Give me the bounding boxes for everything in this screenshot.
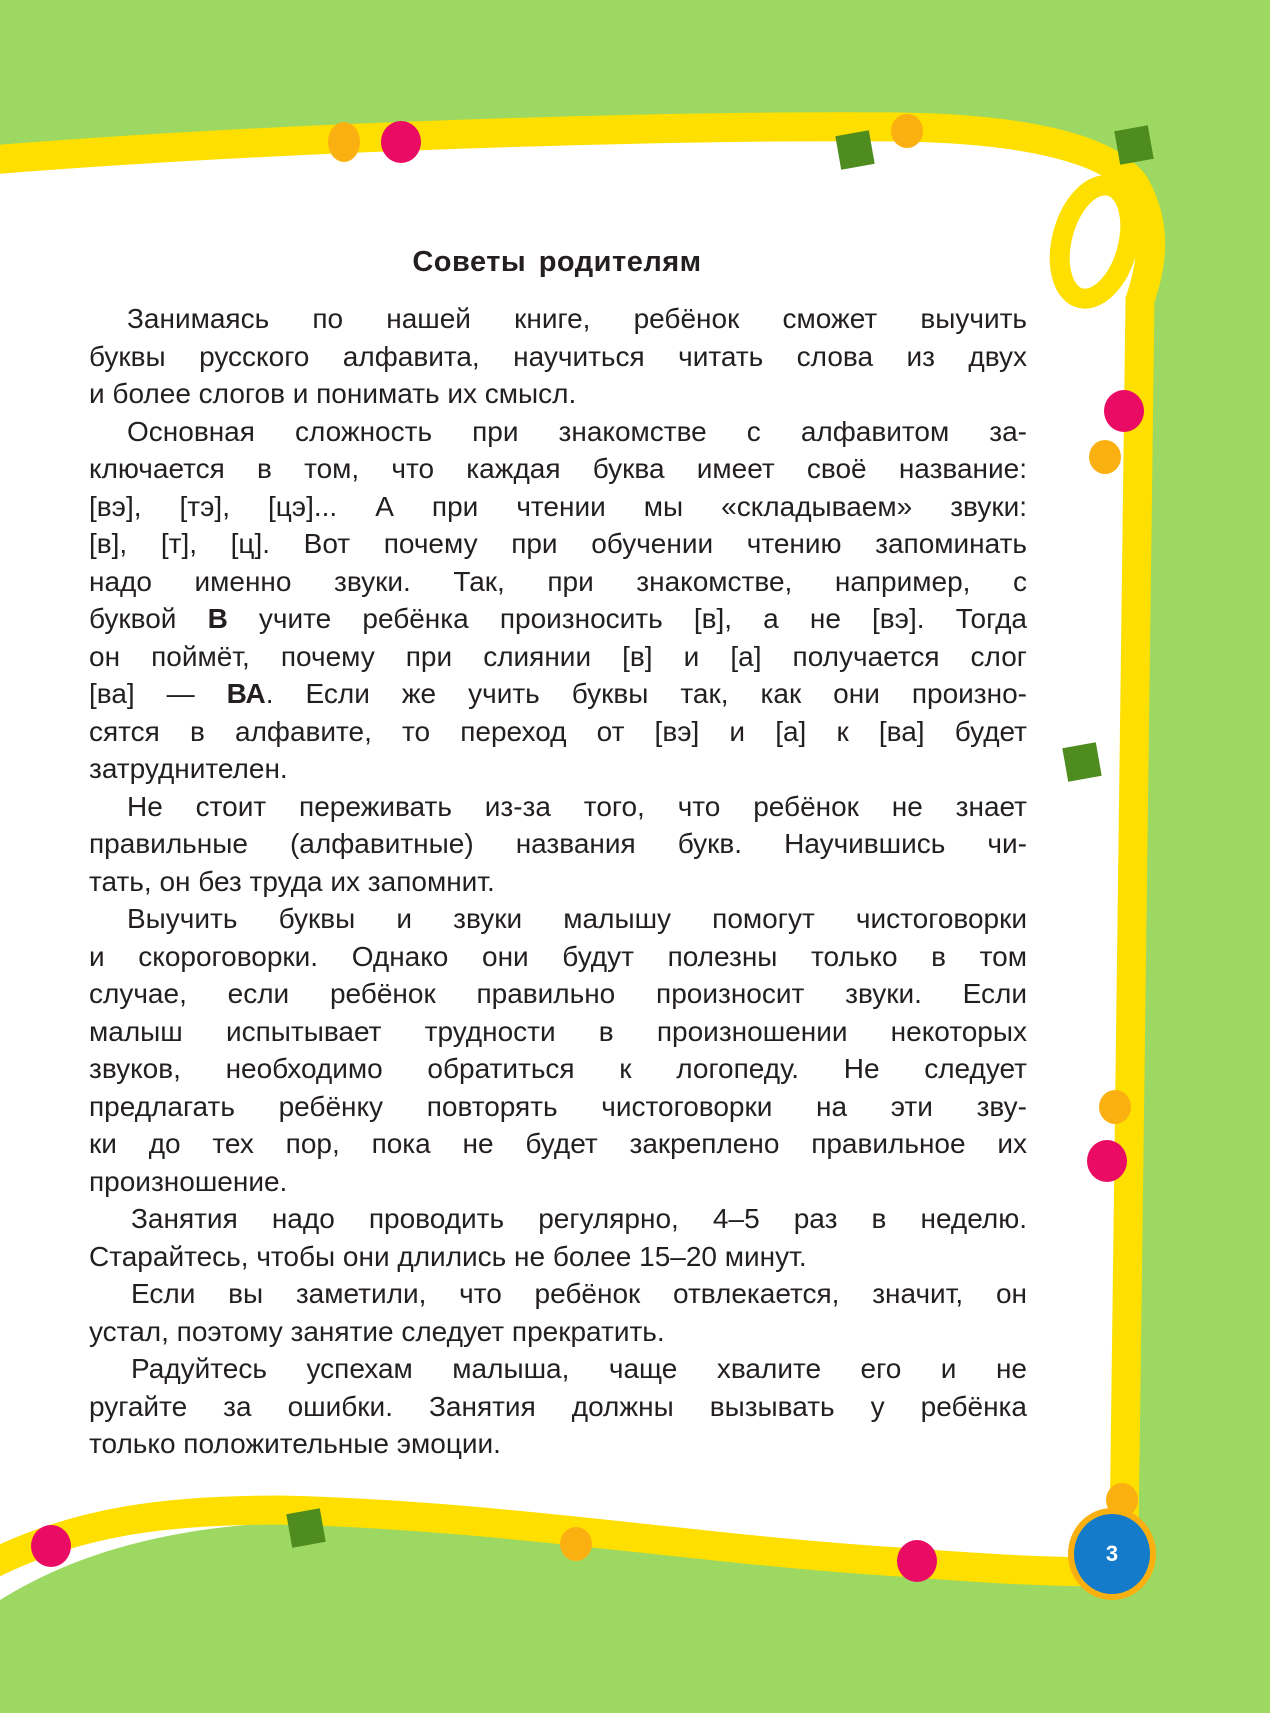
paragraph	[89, 1200, 1027, 1275]
text-segment: [вэ], [тэ], [цэ]... А при чтении мы «складываем» звуки:	[89, 490, 1027, 522]
text-segment: произношение.	[89, 1165, 288, 1197]
text-segment: [в], [т], [ц]. Вот почему при обучении чтению запоминать	[89, 528, 1027, 559]
text-line	[89, 338, 1027, 376]
text-line	[89, 900, 1027, 938]
text-segment: правильные (алфавитные) названия букв. Научившись чи-	[89, 828, 1027, 859]
text-line	[89, 488, 1027, 526]
text-line	[89, 1088, 1027, 1126]
text-segment: ключается в том, что каждая буква имеет своё название:	[89, 453, 1027, 484]
text-segment: Занятия надо проводить регулярно, 4–5 раз в неделю.	[131, 1203, 1027, 1234]
text-segment: буквой	[89, 603, 208, 634]
text-segment: и скороговорки. Однако они будут полезны только в том	[89, 940, 1027, 972]
paragraph	[89, 788, 1027, 901]
text-segment: Занимаясь по нашей книге, ребёнок сможет выучить	[127, 303, 1027, 334]
text-segment: случае, если ребёнок правильно произносит звуки. Если	[89, 978, 1027, 1009]
page-title: Советы родителям	[412, 246, 702, 278]
page-number: 3	[1068, 1508, 1156, 1600]
text-segment: Основная сложность при знакомстве с алфавитом за-	[127, 415, 1027, 447]
text-segment: только положительные эмоции.	[89, 1428, 501, 1459]
paragraph	[89, 900, 1027, 1200]
text-segment: Выучить буквы и звуки малышу помогут чистоговорки	[127, 903, 1027, 934]
text-line	[89, 1350, 1027, 1388]
text-segment: учите ребёнка произносить [в], а не [вэ]. Тогда	[227, 603, 1027, 634]
text-line	[89, 1125, 1027, 1163]
text-segment: малыш испытывает трудности в произношении некоторых	[89, 1015, 1027, 1047]
text-line	[89, 300, 1027, 338]
text-segment: он поймёт, почему при слиянии [в] и [а] получается слог	[89, 640, 1027, 672]
text-line	[89, 1388, 1027, 1426]
text-line	[89, 1425, 1027, 1463]
text-segment: и более слогов и понимать их смысл.	[89, 378, 577, 409]
text-line	[89, 975, 1027, 1013]
text-line	[89, 638, 1027, 676]
text-segment: . Если же учить буквы так, как они произно-	[265, 678, 1027, 709]
text-line	[89, 1313, 1027, 1351]
text-line	[89, 1200, 1027, 1238]
text-segment: предлагать ребёнку повторять чистоговорки на эти зву-	[89, 1090, 1027, 1122]
paragraph	[89, 1350, 1027, 1463]
text-line	[89, 1163, 1027, 1201]
text-line	[89, 413, 1027, 451]
text-segment: Если вы заметили, что ребёнок отвлекается, значит, он	[131, 1278, 1027, 1309]
paragraph	[89, 1275, 1027, 1350]
text-line	[89, 1013, 1027, 1051]
text-line	[89, 1238, 1027, 1276]
text-segment: [ва] —	[89, 678, 227, 709]
text-segment: Радуйтесь успехам малыша, чаще хвалите его и не	[131, 1353, 1027, 1384]
paragraph	[89, 413, 1027, 788]
article-body	[89, 300, 1027, 1463]
text-segment: Не стоит переживать из-за того, что ребёнок не знает	[127, 790, 1027, 822]
text-segment: Старайтесь, чтобы они длились не более 15–20 минут.	[89, 1240, 807, 1272]
text-segment: сятся в алфавите, то переход от [вэ] и [а] к [ва] будет	[89, 715, 1027, 747]
text-line	[89, 863, 1027, 901]
text-line	[89, 713, 1027, 751]
text-line	[89, 563, 1027, 601]
text-segment: устал, поэтому занятие следует прекратить.	[89, 1315, 665, 1347]
text-segment: ки до тех пор, пока не будет закреплено правильное их	[89, 1128, 1027, 1159]
text-line	[89, 825, 1027, 863]
text-line	[89, 788, 1027, 826]
text-segment: тать, он без труда их запомнит.	[89, 865, 495, 897]
text-line	[89, 600, 1027, 638]
text-line	[89, 450, 1027, 488]
paragraph	[89, 300, 1027, 413]
text-line	[89, 1275, 1027, 1313]
text-line	[89, 750, 1027, 788]
text-line	[89, 1050, 1027, 1088]
text-line	[89, 938, 1027, 976]
text-segment: буквы русского алфавита, научиться читать слова из двух	[89, 340, 1027, 372]
text-segment: ругайте за ошибки. Занятия должны вызывать у ребёнка	[89, 1390, 1027, 1422]
text-line	[89, 675, 1027, 713]
text-line	[89, 525, 1027, 563]
text-segment: звуков, необходимо обратиться к логопеду. Не следует	[89, 1053, 1027, 1084]
bold-letter: ВА	[226, 678, 266, 709]
text-line	[89, 375, 1027, 413]
text-segment: затруднителен.	[89, 753, 288, 784]
text-segment: надо именно звуки. Так, при знакомстве, например, с	[89, 565, 1027, 597]
bold-letter: В	[207, 603, 228, 634]
